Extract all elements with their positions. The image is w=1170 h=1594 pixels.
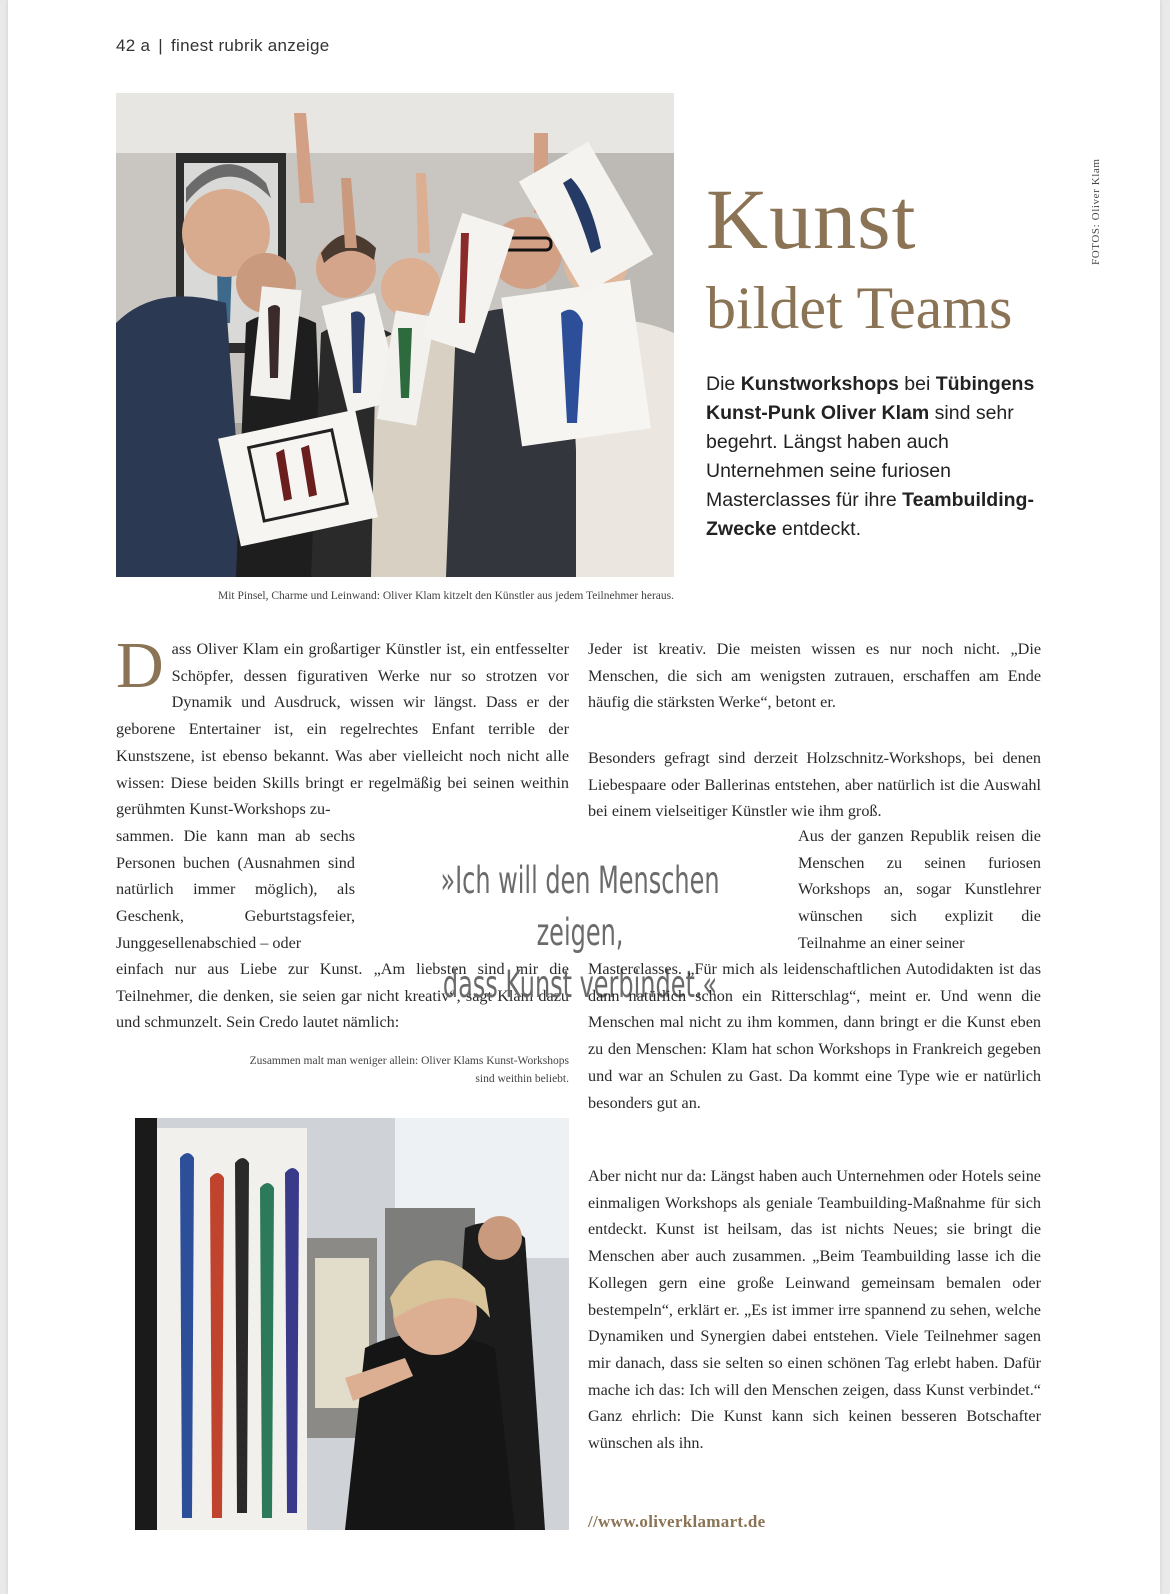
drop-cap: D xyxy=(116,629,164,702)
article-lead xyxy=(706,370,1051,544)
body-text: Jeder ist kreativ. Die meisten wissen es nur noch nicht. „Die Menschen, die sich am wenigsten zutrauen, erschaffen am Ende häufig die stärksten Werke“, betont er. xyxy=(588,640,1041,712)
photo-caption-workshop: Zusammen malt man weniger allein: Oliver Klams Kunst-Workshops sind weithin beliebt. xyxy=(249,1055,569,1085)
lead-text: sind sehr begehrt. Längst haben auch Unternehmen seine furiosen Masterclasses für ihre xyxy=(706,402,1014,511)
body-column2-part2 xyxy=(588,745,1041,825)
photo-caption-group: Mit Pinsel, Charme und Leinwand: Oliver Klam kitzelt den Künstler aus jedem Teilnehmer heraus. xyxy=(218,590,674,602)
section-label: finest rubrik anzeige xyxy=(171,36,330,55)
body-text: Aber nicht nur da: Längst haben auch Unternehmen oder Hotels seine einmaligen Workshops als geniale Teambuilding-Maßnahme für sich entdeckt. Kunst ist heilsam, das ist nichts Neues; sie bringt die Menschen aber auch zusammen. „Beim Teambuilding lasse ich die Kollegen gern eine große Leinwand gemeinsam bemalen oder bestempeln“, erklärt er. „Es ist immer irre spannend zu sehen, welche Dynamiken und Synergien dabei entstehen. Viele Teilnehmer sagen mir danach, dass sie selten so einen schönen Tag erlebt haben. Dafür mache ich das: Ich will den Menschen zeigen, dass Kunst verbindet.“ Ganz ehrlich: Die Kunst kann sich keinen besseren Botschafter wünschen als ihn. xyxy=(588,1167,1041,1453)
header-separator: | xyxy=(158,36,164,55)
article-title-line1: Kunst xyxy=(706,171,917,267)
body-text: Besonders gefragt sind derzeit Holzschnitz-Workshops, bei denen Liebespaare oder Ballerinas entstehen, aber natürlich ist die Auswahl bei einem vielseitiger Künstler wie ihm groß. xyxy=(588,749,1041,821)
website-link[interactable]: //www.oliverklamart.de xyxy=(588,1512,766,1531)
pull-quote-line1: »Ich will den Menschen zeigen, xyxy=(440,859,720,954)
body-text: sammen. Die kann man ab sechs Personen buchen (Ausnahmen sind natürlich immer möglich), als Geschenk, Geburtstagsfeier, Junggesellenabschied – oder xyxy=(116,827,355,952)
page-header xyxy=(116,36,329,56)
article-title-line2: bildet Teams xyxy=(706,275,1013,341)
body-column1-part1 xyxy=(116,629,569,823)
lead-bold: Kunstworkshops xyxy=(740,373,899,395)
lead-text: bei xyxy=(898,373,936,395)
body-text: ass Oliver Klam ein großartiger Künstler ist, ein entfesselter Schöpfer, dessen figurativen Werke nur so strotzen vor Dynamik und Ausdruck, wissen wir längst. Dass er der geborene Entertainer ist, ein regelrechtes Enfant terrible der Kunstszene, ist ebenso bekannt. Was aber vielleicht noch nicht alle wissen: Diese beiden Skills bringt er regelmäßig bei seinen weithin gerühmten Kunst-Workshops zu- xyxy=(116,640,569,819)
group-photo xyxy=(116,93,674,577)
body-column2-part3 xyxy=(798,823,1041,957)
workshop-photo xyxy=(135,1118,569,1530)
body-text: einfach nur aus Liebe zur Kunst. „Am liebsten sind mir die Teilnehmer, die denken, sie seien gar nicht kreativ“, sagt Klam dazu und schmunzelt. Sein Credo lautet nämlich: xyxy=(116,960,569,1032)
body-column2-part5 xyxy=(588,1163,1041,1457)
lead-text: Die xyxy=(706,373,741,395)
lead-bold: Tübingens Kunst-Punk Oliver Klam xyxy=(706,373,1035,424)
page-number: 42 a xyxy=(116,36,151,55)
lead-bold: Teambuilding-Zwecke xyxy=(706,489,1034,540)
body-text: Masterclasses. „Für mich als leidenschaftlichen Autodidakten ist das dann natürlich schon ein Ritterschlag“, meint er. Und wenn die Menschen mal nicht zu ihm kommen, dann bringt er die Kunst eben zu den Menschen: Klam hat schon Workshops in Frankreich gegeben und war an Schulen zu Gast. Da kommt eine Type wie er natürlich besonders gut an. xyxy=(588,960,1041,1112)
body-text: Aus der ganzen Republik reisen die Menschen zu seinen furiosen Workshops an, sogar Kunstlehrer wünschen sich explizit die Teilnahme an einer seiner xyxy=(798,827,1041,952)
pull-quote-line2: dass Kunst verbindet.« xyxy=(442,963,718,1006)
body-column2-part4 xyxy=(588,956,1041,1116)
lead-text: entdeckt. xyxy=(776,518,862,540)
photo-credit: FOTOS: Oliver Klam xyxy=(1090,158,1102,265)
body-column2-part1 xyxy=(588,636,1041,716)
magazine-page xyxy=(8,0,1160,1594)
body-column1-part2 xyxy=(116,823,355,957)
workshop-photo-illustration xyxy=(135,1118,569,1530)
group-photo-illustration xyxy=(116,93,674,577)
